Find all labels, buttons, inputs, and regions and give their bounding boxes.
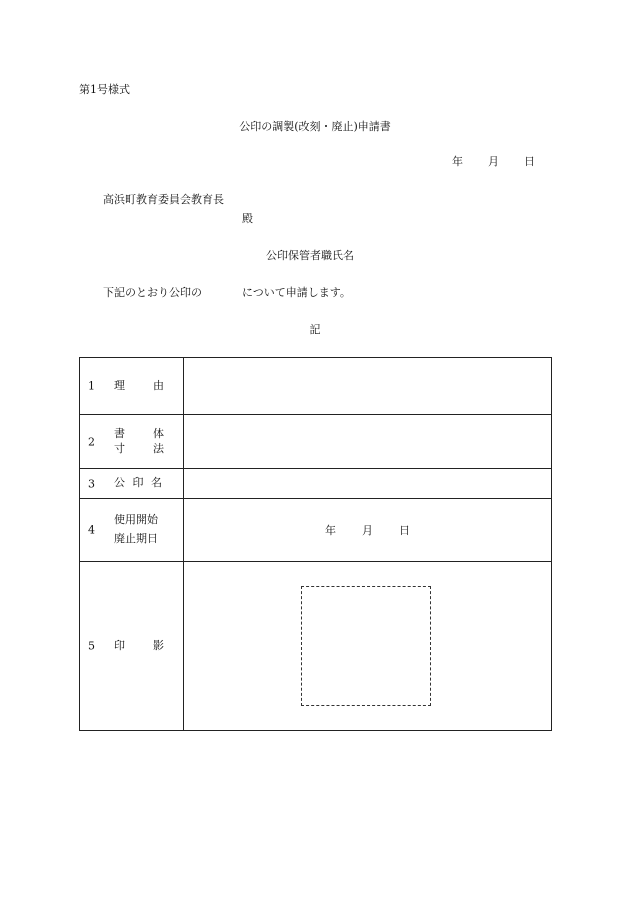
table-row: [80, 499, 552, 562]
seal-impression-cell: [184, 562, 552, 731]
label-dates: 使用開始 廃止期日: [114, 513, 158, 545]
ki-heading: 記: [309, 323, 321, 336]
reason-value[interactable]: [184, 358, 552, 415]
honorific: 殿: [242, 212, 253, 225]
label-cell-dates: [80, 499, 184, 562]
style-size-value[interactable]: [184, 415, 552, 469]
application-items-table: [79, 357, 552, 731]
form-number: 第1号様式: [79, 83, 130, 96]
row-number: 1: [88, 379, 95, 393]
date-month: 月: [488, 155, 499, 168]
table-row: [80, 469, 552, 499]
request-text-before: 下記のとおり公印の: [103, 286, 202, 299]
label-cell-style-size: [80, 415, 184, 469]
seal-impression-box[interactable]: [301, 586, 431, 706]
label-cell-seal-name: [80, 469, 184, 499]
application-date: [452, 156, 535, 167]
custodian-label: 公印保管者職氏名: [266, 249, 354, 262]
label-style-size: 書 体 寸 法: [114, 427, 164, 455]
label-seal-name: 公 印 名: [114, 476, 162, 490]
request-text-after: について申請します。: [242, 286, 351, 299]
seal-name-value[interactable]: [184, 469, 552, 499]
table-row: [80, 415, 552, 469]
date-day: 日: [524, 155, 535, 168]
date-year: 年: [452, 155, 463, 168]
use-date: 年 月 日: [325, 524, 410, 537]
label-cell-reason: [80, 358, 184, 415]
row-number: 3: [88, 477, 95, 490]
table-row: [80, 562, 552, 731]
row-number: 2: [88, 435, 95, 448]
label-seal-impression: 印 影: [114, 638, 164, 652]
table-row: [80, 358, 552, 415]
row-number: 5: [88, 639, 95, 653]
label-cell-seal-impression: [80, 562, 184, 731]
dates-value[interactable]: [184, 499, 552, 562]
addressee: 高浜町教育委員会教育長: [103, 193, 224, 206]
document-title: 公印の調製(改刻・廃止)申請書: [239, 120, 391, 133]
label-reason: 理 由: [114, 378, 164, 392]
row-number: 4: [88, 523, 95, 537]
